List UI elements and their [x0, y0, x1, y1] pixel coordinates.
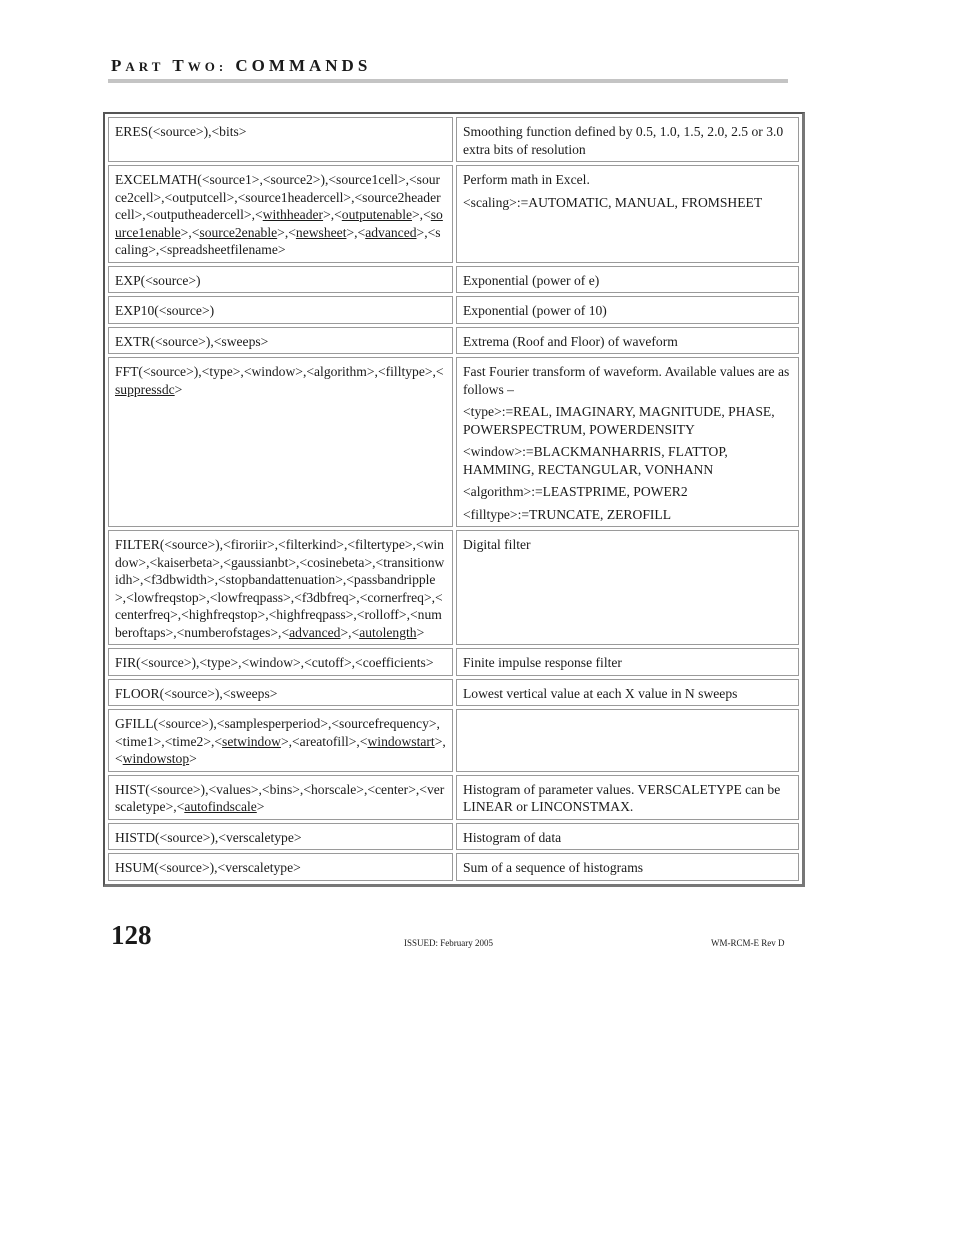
command-syntax-cell [108, 853, 453, 881]
command-syntax-text: FLOOR(<source>),<sweeps> [115, 685, 278, 701]
optional-argument: windowstart [367, 733, 435, 749]
optional-argument: setwindow [222, 733, 281, 749]
description-cell [456, 775, 799, 820]
table-row [108, 117, 799, 162]
table-row [108, 357, 799, 527]
optional-argument: outputenable [341, 207, 413, 222]
description-text: Lowest vertical value at each X value in N sweeps [463, 685, 738, 701]
command-syntax-text: FILTER(<source>),<firoriir>,<filterkind>,<filtertype>,<window>,<kaiserbeta>,<gaussianbt>,<cosinebeta>,<transitionwidh>,<f3dbwidth>,<stopbandattenuation>,<passbandripple>,<lowfreqstop>,<lowfreqpass>,<f3dbfreq>,<cornerfreq>,<centerfreq>,<highfreqstop>,<highfreqpass>,<rolloff>,<numberoftaps>,<numberofstages>,< [115, 537, 445, 640]
description-text: <window>:=BLACKMANHARRIS, FLATTOP, HAMMING, RECTANGULAR, VONHANN [463, 444, 728, 477]
description-cell [456, 679, 799, 707]
description-text: Perform math in Excel. [463, 172, 590, 187]
description-text: Exponential (power of 10) [463, 303, 607, 318]
commands-table [105, 114, 802, 884]
command-syntax-text: EXTR(<source>),<sweeps> [115, 333, 269, 349]
command-syntax-text: >,<areatofill>,< [280, 733, 368, 749]
command-syntax-text: >,< [277, 224, 296, 240]
running-header [111, 56, 371, 76]
command-syntax-text: >,< [180, 224, 200, 240]
command-syntax-cell [108, 823, 453, 851]
command-syntax-cell [108, 327, 453, 355]
command-syntax-text: >,< [412, 207, 431, 222]
description-cell [456, 165, 799, 263]
command-syntax-cell [108, 775, 453, 820]
command-syntax-text: HISTD(<source>),<verscaletype> [115, 829, 302, 845]
optional-argument: autofindscale [184, 799, 257, 814]
description-text: <filltype>:=TRUNCATE, ZEROFILL [463, 506, 672, 522]
command-syntax-text: > [174, 381, 183, 397]
description-cell [456, 648, 799, 676]
table-row [108, 853, 799, 881]
commands-table-frame [103, 112, 805, 887]
header-colon: : [218, 59, 228, 74]
command-syntax-text: >,< [115, 733, 446, 766]
table-row [108, 530, 799, 645]
command-syntax-text: > [416, 624, 425, 640]
description-text: Finite impulse response filter [463, 655, 622, 670]
table-row [108, 823, 799, 851]
optional-argument: advanced [365, 224, 417, 240]
command-syntax-cell [108, 679, 453, 707]
command-syntax-cell [108, 266, 453, 294]
command-syntax-text: >,<scaling>,<spreadsheetfilename> [115, 224, 441, 257]
optional-argument: withheader [262, 207, 324, 222]
description-text: <type>:=REAL, IMAGINARY, MAGNITUDE, PHASE, POWERSPECTRUM, POWERDENSITY [463, 404, 775, 437]
command-syntax-text: >,< [346, 224, 366, 240]
description-cell [456, 327, 799, 355]
table-row [108, 296, 799, 324]
header-art: ART [125, 59, 165, 74]
command-syntax-text: ERES(<source>),<bits> [115, 124, 247, 139]
page-number: 128 [111, 920, 152, 950]
command-syntax-text: GFILL(<source>),<samplesperperiod>,<sourcefrequency>,<time1>,<time2>,< [115, 716, 440, 749]
header-rule [108, 79, 788, 83]
table-row [108, 709, 799, 772]
description-text: Extrema (Roof and Floor) of waveform [463, 333, 678, 349]
command-syntax-text: > [189, 751, 197, 766]
table-row [108, 165, 799, 263]
command-syntax-cell [108, 117, 453, 162]
description-cell [456, 530, 799, 645]
document-id: WM-RCM-E Rev D [711, 938, 785, 948]
table-row [108, 648, 799, 676]
header-section: COMMANDS [235, 56, 372, 75]
command-syntax-text: FIR(<source>),<type>,<window>,<cutoff>,<coefficients> [115, 655, 434, 670]
command-syntax-text: >,< [340, 624, 360, 640]
description-cell [456, 823, 799, 851]
command-syntax-text: EXCELMATH(<source1>,<source2>),<source1cell>,<source2cell>,<outputcell>,<source1headercell>,<source2headercell>,<outputheadercell>,< [115, 172, 441, 222]
description-text: Histogram of data [463, 829, 562, 845]
optional-argument: source1enable [115, 207, 443, 240]
table-row [108, 266, 799, 294]
command-syntax-text: EXP(<source>) [115, 272, 201, 288]
optional-argument: advanced [289, 624, 341, 640]
header-t: T [172, 56, 188, 75]
command-syntax-text: EXP10(<source>) [115, 303, 215, 318]
command-syntax-text: FFT(<source>),<type>,<window>,<algorithm>,<filltype>,< [115, 364, 444, 379]
table-row [108, 775, 799, 820]
description-text: Histogram of parameter values. VERSCALETYPE can be LINEAR or LINCONSTMAX. [463, 781, 781, 814]
optional-argument: windowstop [122, 751, 190, 766]
header-wo: WO [187, 59, 219, 74]
table-row [108, 327, 799, 355]
description-text: Sum of a sequence of histograms [463, 860, 644, 875]
command-syntax-cell [108, 530, 453, 645]
command-syntax-text: HIST(<source>),<values>,<bins>,<horscale>,<center>,<verscaletype>,< [115, 781, 445, 814]
description-text: Smoothing function defined by 0.5, 1.0, 1.5, 2.0, 2.5 or 3.0 extra bits of resolution [463, 124, 784, 157]
description-cell [456, 296, 799, 324]
header-p: P [111, 56, 126, 75]
description-text: Exponential (power of e) [463, 272, 600, 288]
command-syntax-text: HSUM(<source>),<verscaletype> [115, 860, 301, 875]
command-syntax-cell [108, 357, 453, 527]
command-syntax-text: > [256, 799, 265, 814]
optional-argument: newsheet [295, 224, 347, 240]
command-syntax-text: >,< [323, 207, 342, 222]
description-cell [456, 853, 799, 881]
command-syntax-cell [108, 296, 453, 324]
issued-date: ISSUED: February 2005 [404, 938, 493, 948]
table-row [108, 679, 799, 707]
description-text: <scaling>:=AUTOMATIC, MANUAL, FROMSHEET [463, 194, 763, 210]
description-cell [456, 117, 799, 162]
optional-argument: source2enable [199, 224, 278, 240]
commands-table-body [108, 117, 799, 881]
optional-argument: autolength [359, 624, 417, 640]
description-cell [456, 266, 799, 294]
description-text: Fast Fourier transform of waveform. Available values are as follows – [463, 364, 790, 397]
command-syntax-cell [108, 648, 453, 676]
optional-argument: suppressdc [115, 381, 175, 397]
command-syntax-cell [108, 709, 453, 772]
description-text: <algorithm>:=LEASTPRIME, POWER2 [463, 484, 688, 499]
command-syntax-cell [108, 165, 453, 263]
description-text: Digital filter [463, 537, 531, 552]
description-cell [456, 709, 799, 772]
description-cell [456, 357, 799, 527]
